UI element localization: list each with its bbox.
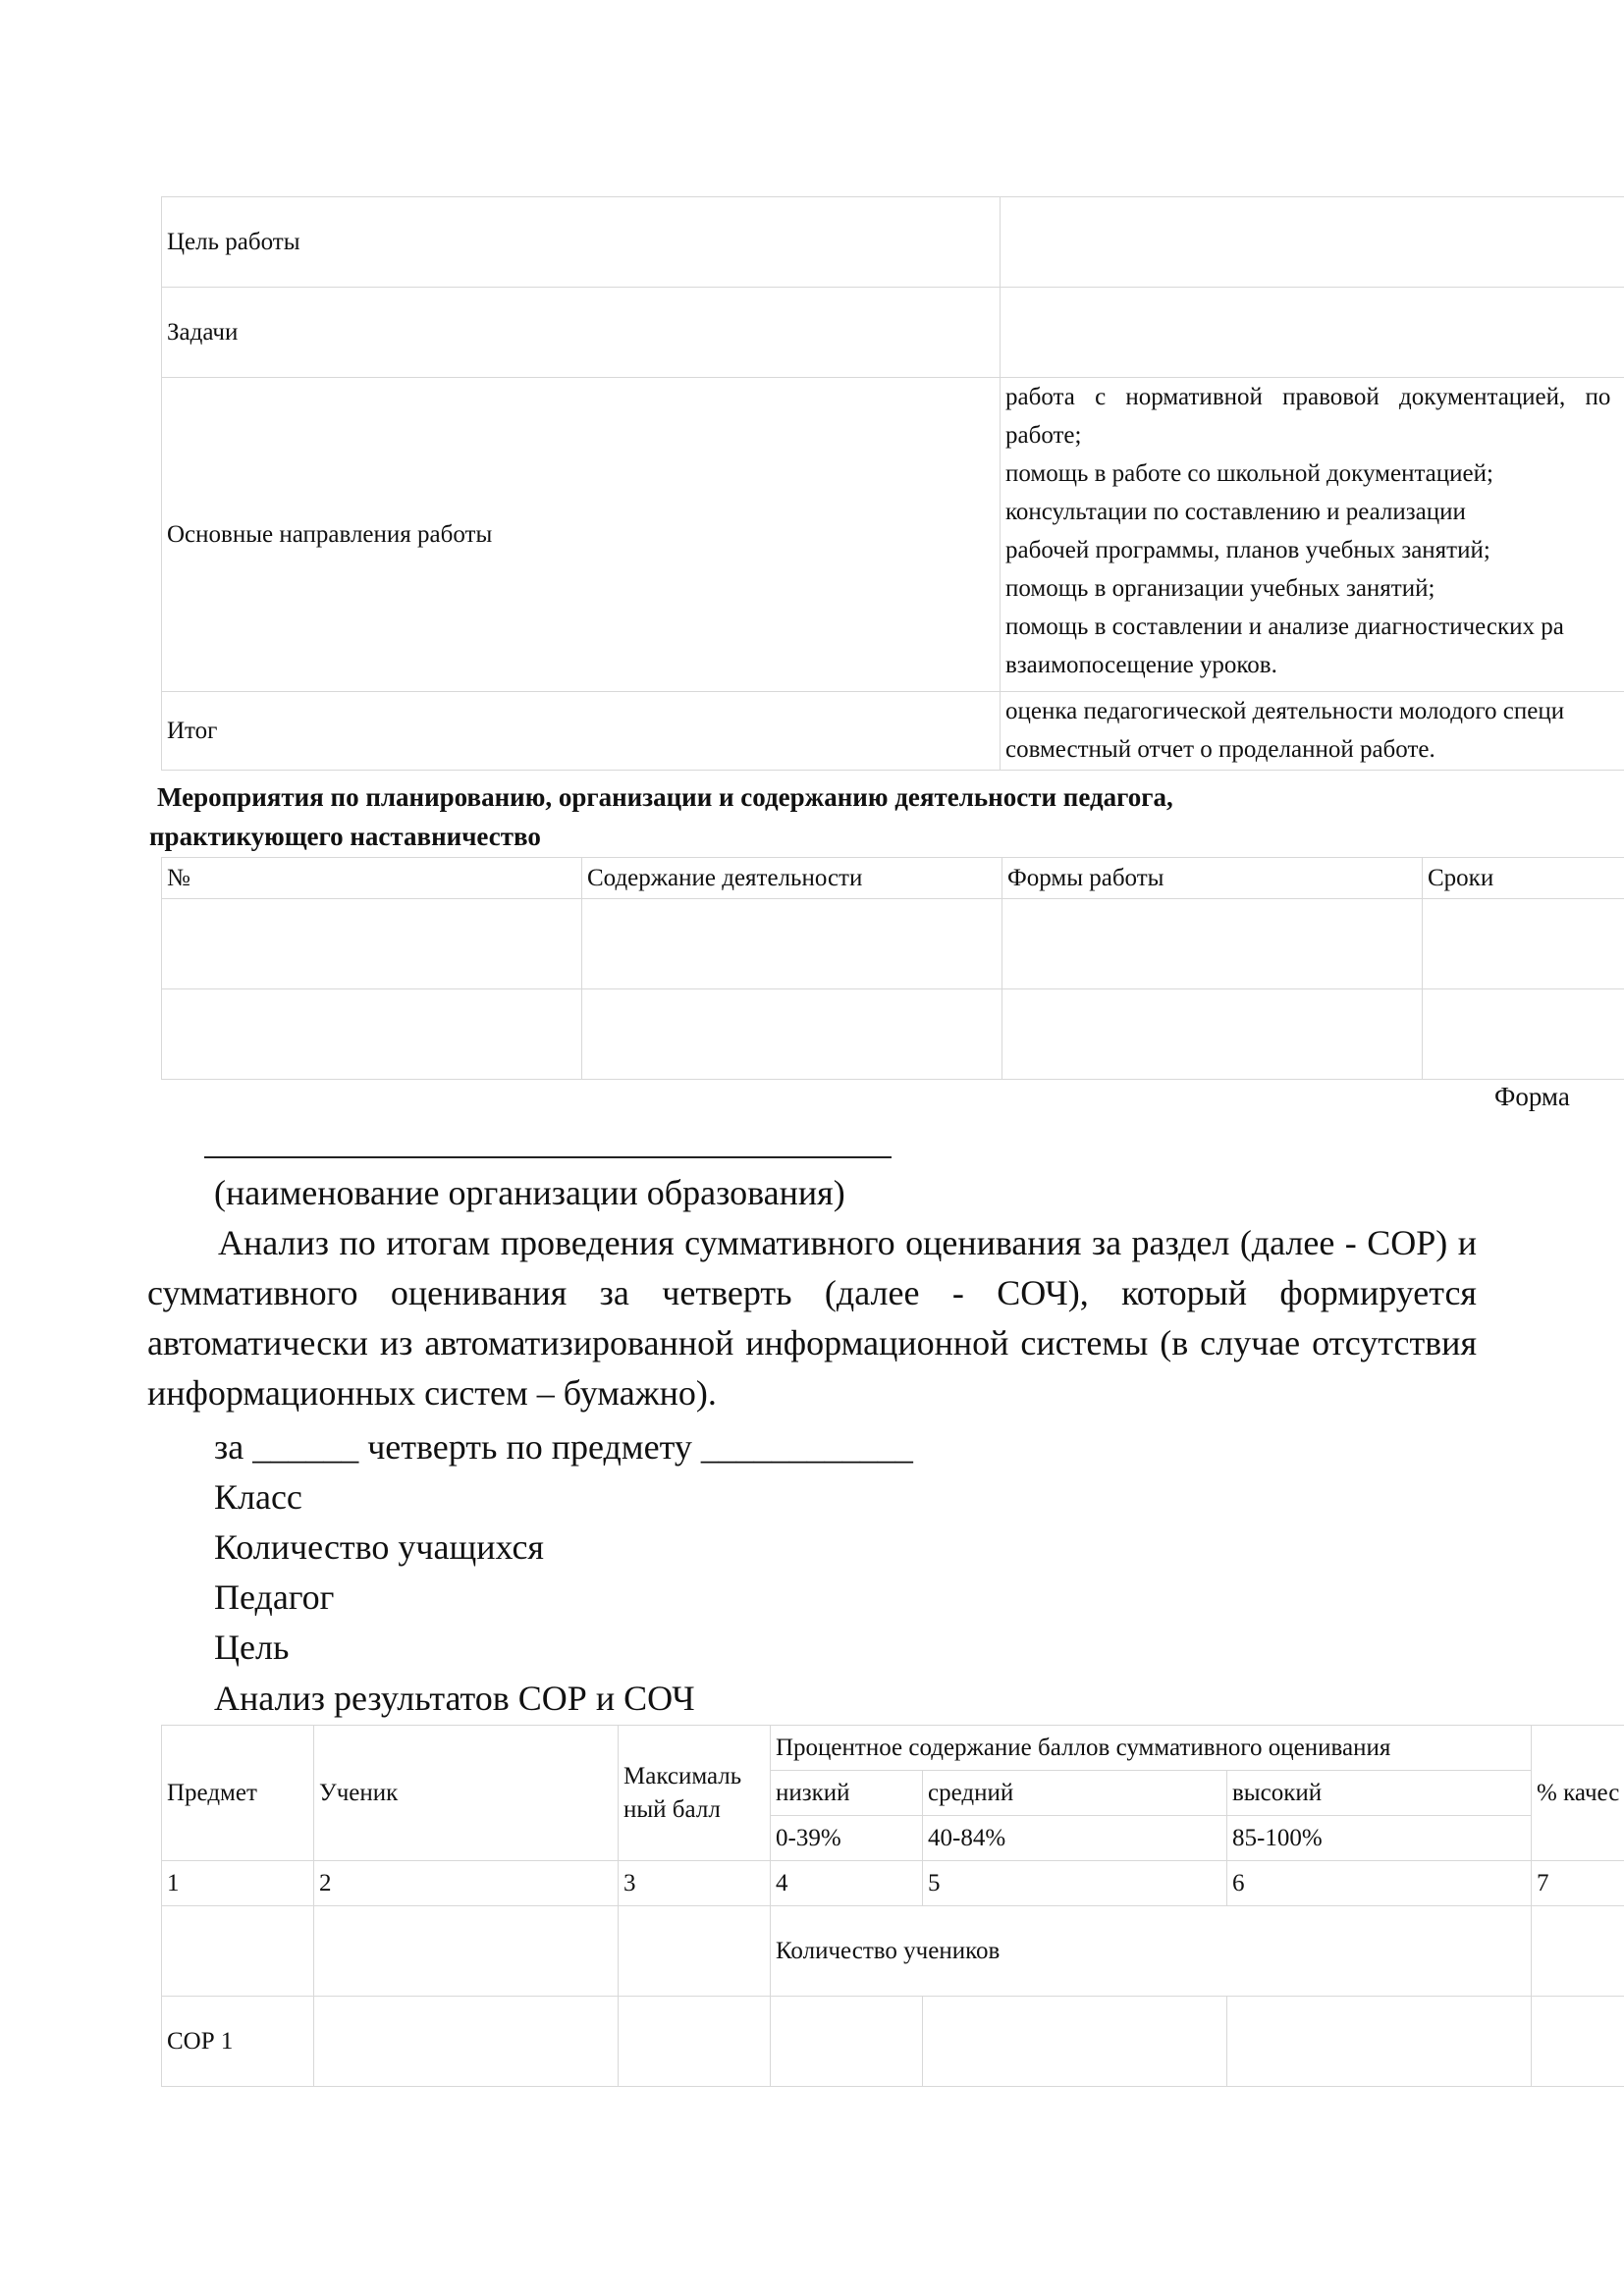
col-number: 7: [1532, 1861, 1624, 1906]
direction-line: помощь в составлении и анализе диагностических ра: [1005, 614, 1564, 640]
goal-label: Цель: [214, 1628, 290, 1667]
row-value-result: [1001, 692, 1624, 771]
table-header-row: [162, 858, 1624, 899]
org-name-underline: [204, 1156, 892, 1158]
row-value-tasks: [1001, 288, 1624, 378]
result-line: оценка педагогической деятельности молодого специ: [1005, 698, 1565, 724]
direction-line: рабочей программы, планов учебных занятий;: [1005, 537, 1490, 563]
table-row: [162, 1997, 1624, 2087]
table-cell: [1002, 899, 1423, 989]
col-header-subject: Предмет: [162, 1726, 314, 1861]
direction-line: взаимопосещение уроков.: [1005, 652, 1277, 678]
section-heading: [149, 777, 1426, 856]
direction-line: помощь в работе со школьной документацией;: [1005, 460, 1493, 487]
table-row: [162, 1906, 1624, 1997]
level-low: низкий: [771, 1771, 923, 1816]
quarter-subject-line: за ______ четверть по предмету ____________: [214, 1427, 913, 1467]
col-header-percent: Процентное содержание баллов суммативного оценивания: [771, 1726, 1532, 1771]
row-label-result: Итог: [162, 692, 1001, 771]
class-label: Класс: [214, 1477, 302, 1517]
col-number: 5: [923, 1861, 1227, 1906]
table-row: [162, 692, 1624, 771]
table-cell: [162, 899, 582, 989]
mentoring-activities-table: [161, 857, 1624, 1080]
row-value-directions: [1001, 378, 1624, 692]
direction-line: консультации по составлению и реализации: [1005, 499, 1466, 525]
table-cell: [923, 1997, 1227, 2087]
table-cell: [1532, 1906, 1624, 1997]
direction-line: работе;: [1005, 422, 1082, 449]
org-name-caption: (наименование организации образования): [214, 1173, 845, 1212]
column-numbers-row: [162, 1861, 1624, 1906]
level-high: высокий: [1227, 1771, 1532, 1816]
row-label-directions: Основные направления работы: [162, 378, 1001, 692]
row-value-goal: [1001, 197, 1624, 288]
col-number: 2: [314, 1861, 619, 1906]
table-cell: [1002, 989, 1423, 1080]
table-cell: [162, 1906, 314, 1997]
table-row: [162, 899, 1624, 989]
range-mid: 40-84%: [923, 1816, 1227, 1861]
range-high: 85-100%: [1227, 1816, 1532, 1861]
table-cell: [162, 989, 582, 1080]
col-header-forms: Формы работы: [1002, 858, 1423, 899]
table-row: [162, 989, 1624, 1080]
table-cell: [771, 1997, 923, 2087]
col-header-content: Содержание деятельности: [582, 858, 1002, 899]
level-mid: средний: [923, 1771, 1227, 1816]
table-cell: [582, 899, 1002, 989]
table-cell: [314, 1997, 619, 2087]
table-cell: [619, 1906, 771, 1997]
table-row: [162, 197, 1624, 288]
students-count-label: Количество учащихся: [214, 1527, 544, 1567]
heading-line-2: практикующего наставничество: [149, 822, 541, 851]
table-row: [162, 288, 1624, 378]
col-header-quality: % качес: [1532, 1726, 1624, 1861]
table-cell: [582, 989, 1002, 1080]
table-header-row: [162, 1726, 1624, 1771]
result-line: совместный отчет о проделанной работе.: [1005, 736, 1435, 763]
analysis-paragraph: Анализ по итогам проведения суммативного оценивания за раздел (далее - СОР) и суммативного оценивания за четверть (далее - СОЧ), который формируется автоматически из автоматизированной информационной системы (в случае отсутствия информационных систем – бумажно).: [147, 1223, 1477, 1413]
col-number: 3: [619, 1861, 771, 1906]
col-header-deadlines: Сроки: [1423, 858, 1624, 899]
table-cell: [1532, 1997, 1624, 2087]
results-title: Анализ результатов СОР и СОЧ: [214, 1679, 695, 1718]
range-low: 0-39%: [771, 1816, 923, 1861]
row-label-goal: Цель работы: [162, 197, 1001, 288]
direction-line: работа с нормативной правовой документацией, по: [1005, 384, 1611, 410]
col-number: 1: [162, 1861, 314, 1906]
direction-line: помощь в организации учебных занятий;: [1005, 575, 1435, 602]
students-count-cell: Количество учеников: [771, 1906, 1532, 1997]
teacher-label: Педагог: [214, 1577, 335, 1617]
table-cell: [1227, 1997, 1532, 2087]
work-plan-table: [161, 196, 1624, 771]
form-label: Форма: [1494, 1082, 1570, 1111]
col-number: 6: [1227, 1861, 1532, 1906]
table-cell: [619, 1997, 771, 2087]
heading-line-1: Мероприятия по планированию, организации и содержанию деятельности педагога,: [157, 782, 1173, 812]
table-row: [162, 378, 1624, 692]
row-label-tasks: Задачи: [162, 288, 1001, 378]
col-header-student: Ученик: [314, 1726, 619, 1861]
col-header-max-score: Максималь ный балл: [619, 1726, 771, 1861]
table-cell: [314, 1906, 619, 1997]
table-cell: [1423, 989, 1624, 1080]
table-cell: [1423, 899, 1624, 989]
row-label-sor1: СОР 1: [162, 1997, 314, 2087]
col-header-number: №: [162, 858, 582, 899]
col-number: 4: [771, 1861, 923, 1906]
summative-results-table: [161, 1725, 1624, 2087]
